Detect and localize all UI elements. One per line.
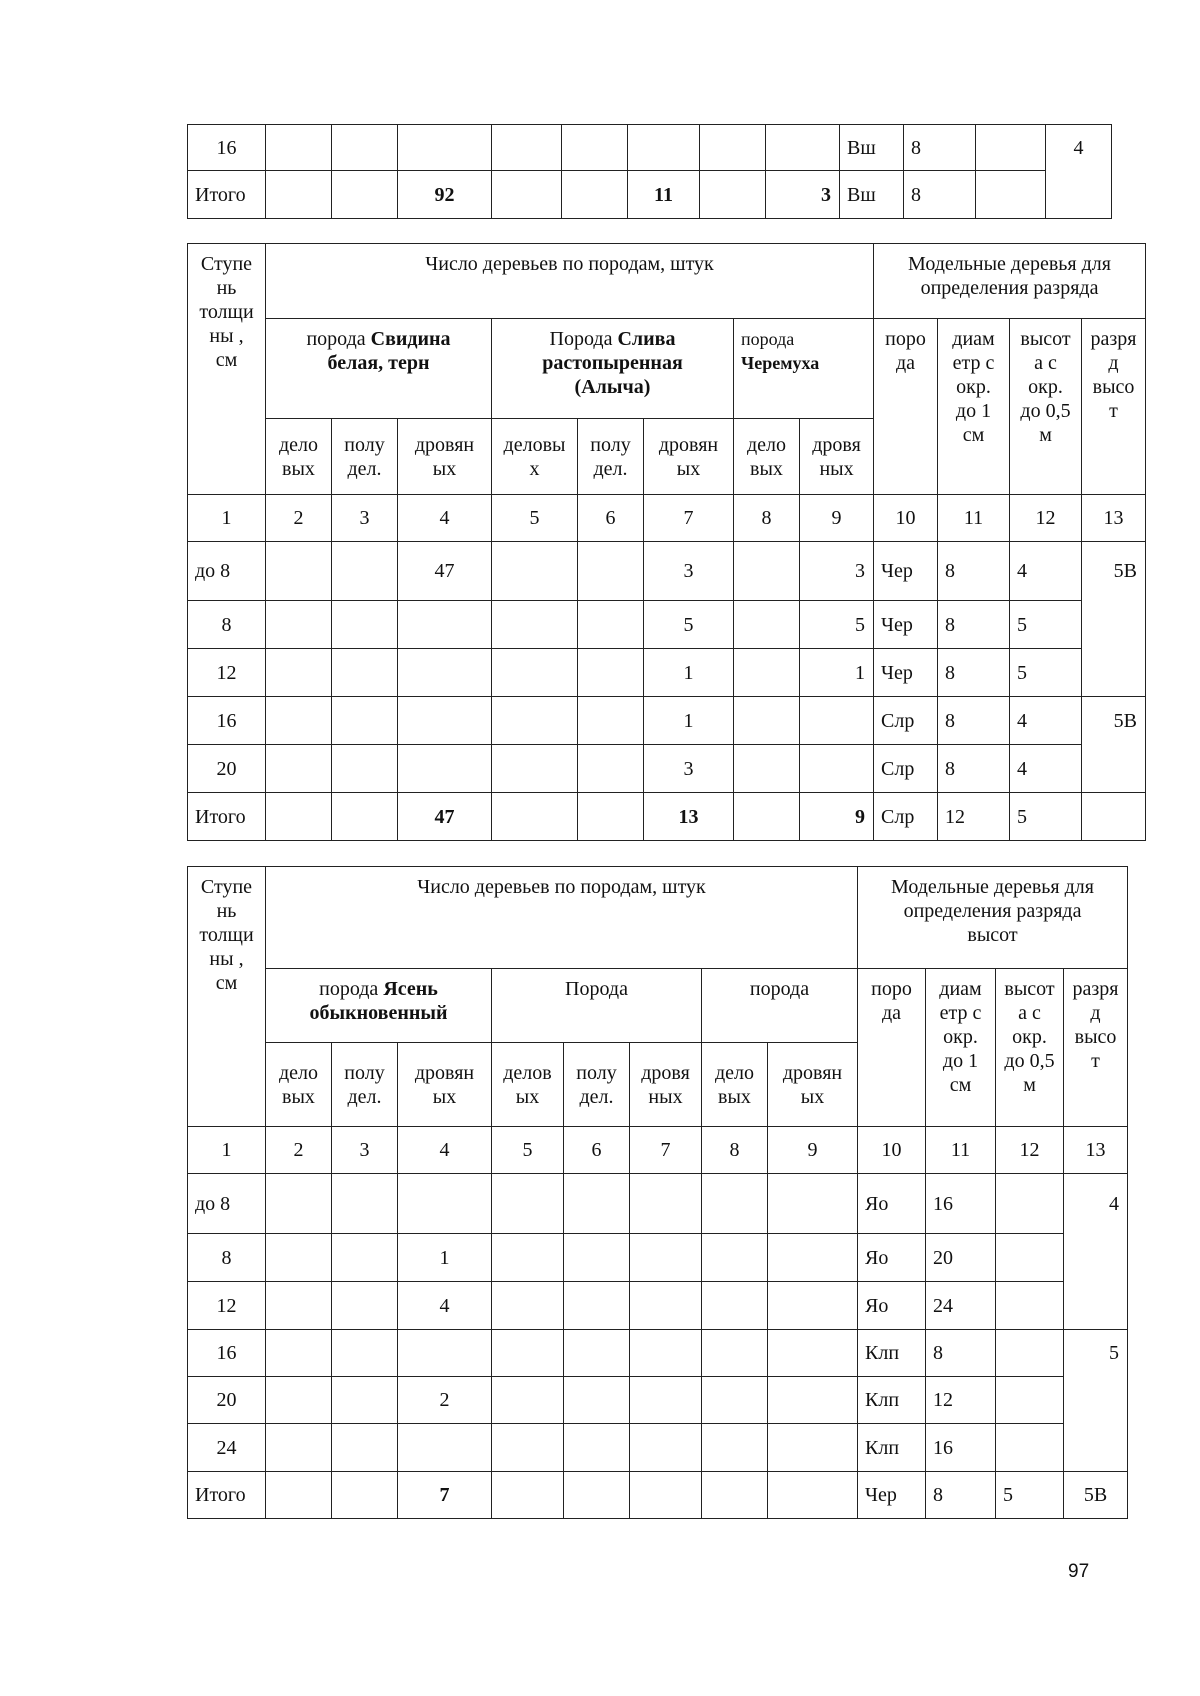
- species-cell: Клп: [858, 1377, 926, 1424]
- data-cell: [332, 125, 398, 171]
- data-cell: [492, 1174, 564, 1234]
- column-number: 9: [800, 495, 874, 542]
- data-cell: [266, 1330, 332, 1377]
- diameter-cell: 8: [938, 745, 1010, 793]
- data-cell: [398, 1330, 492, 1377]
- sub-header: полу дел.: [332, 1043, 398, 1127]
- model-trees-header: Модельные деревья для определения разряда: [874, 244, 1146, 319]
- diameter-cell: 8: [938, 649, 1010, 697]
- data-cell: [332, 697, 398, 745]
- data-cell: [702, 1424, 768, 1472]
- column-number: 5: [492, 1127, 564, 1174]
- species-name: Слива растопыренная (Алыча): [542, 328, 683, 398]
- column-number: 10: [858, 1127, 926, 1174]
- data-cell: [564, 1472, 630, 1519]
- data-cell: [492, 649, 578, 697]
- class-cell: [1082, 745, 1146, 793]
- model-height-header: высот а с окр. до 0,5 м: [996, 969, 1064, 1127]
- height-cell: [996, 1174, 1064, 1234]
- data-cell: 9: [800, 793, 874, 841]
- height-cell: 5: [1010, 649, 1082, 697]
- species-name: Черемуха: [741, 353, 820, 373]
- model-height-header: высот а с окр. до 0,5 м: [1010, 319, 1082, 495]
- column-number: 9: [768, 1127, 858, 1174]
- sub-header: деловы х: [492, 419, 578, 495]
- data-cell: [768, 1282, 858, 1330]
- height-cell: 5: [1010, 793, 1082, 841]
- diameter-cell: 8: [938, 697, 1010, 745]
- sub-header: дело вых: [266, 1043, 332, 1127]
- height-cell: [976, 125, 1046, 171]
- sub-header: дело вых: [266, 419, 332, 495]
- data-cell: [492, 601, 578, 649]
- column-number: 1: [188, 495, 266, 542]
- data-cell: [266, 1424, 332, 1472]
- data-cell: 47: [398, 793, 492, 841]
- class-cell: [1082, 649, 1146, 697]
- class-cell: [1064, 1377, 1128, 1424]
- height-cell: [996, 1282, 1064, 1330]
- table-row: [188, 793, 1146, 841]
- data-cell: [492, 793, 578, 841]
- data-cell: 5: [644, 601, 734, 649]
- data-cell: [332, 1174, 398, 1234]
- column-number-row: [188, 495, 1146, 542]
- species-cell: Слр: [874, 697, 938, 745]
- data-cell: [578, 697, 644, 745]
- column-number: 11: [938, 495, 1010, 542]
- class-cell: [1046, 171, 1112, 219]
- column-number: 12: [1010, 495, 1082, 542]
- data-cell: [564, 1377, 630, 1424]
- data-cell: [768, 1377, 858, 1424]
- diameter-cell: 16: [926, 1424, 996, 1472]
- sub-header: дровя ных: [630, 1043, 702, 1127]
- data-cell: [630, 1174, 702, 1234]
- species-header-ash: [266, 969, 492, 1043]
- column-number: 3: [332, 495, 398, 542]
- data-cell: [734, 542, 800, 601]
- column-number: 2: [266, 1127, 332, 1174]
- continuation-table: [187, 124, 1112, 219]
- data-cell: [492, 542, 578, 601]
- data-cell: [266, 1282, 332, 1330]
- data-cell: [332, 1377, 398, 1424]
- species-header-cherry: [734, 319, 874, 419]
- data-cell: 3: [800, 542, 874, 601]
- column-number: 13: [1064, 1127, 1128, 1174]
- data-cell: 5: [800, 601, 874, 649]
- model-species-header: поро да: [858, 969, 926, 1127]
- data-cell: [332, 649, 398, 697]
- diameter-cell: 8: [904, 125, 976, 171]
- step-cell: 16: [188, 1330, 266, 1377]
- species-cell: Слр: [874, 745, 938, 793]
- table-row: [188, 649, 1146, 697]
- table-row: [188, 125, 1112, 171]
- data-cell: [492, 697, 578, 745]
- data-cell: [702, 1330, 768, 1377]
- column-number: 7: [644, 495, 734, 542]
- column-number: 3: [332, 1127, 398, 1174]
- diameter-cell: 20: [926, 1234, 996, 1282]
- table-row: [188, 542, 1146, 601]
- step-cell: до 8: [188, 1174, 266, 1234]
- data-cell: [266, 1377, 332, 1424]
- data-cell: [266, 171, 332, 219]
- data-cell: [768, 1174, 858, 1234]
- data-cell: [332, 1472, 398, 1519]
- table-row: [188, 1174, 1128, 1234]
- tree-count-table-cornel-plum-cherry: [187, 243, 1146, 841]
- data-cell: [702, 1282, 768, 1330]
- column-number: 4: [398, 1127, 492, 1174]
- data-cell: [630, 1234, 702, 1282]
- data-cell: 92: [398, 171, 492, 219]
- sub-header: дровян ых: [398, 419, 492, 495]
- data-cell: [492, 125, 562, 171]
- data-cell: [564, 1330, 630, 1377]
- step-cell: 16: [188, 697, 266, 745]
- diameter-cell: 8: [938, 601, 1010, 649]
- data-cell: 4: [398, 1282, 492, 1330]
- data-cell: [332, 1424, 398, 1472]
- diameter-cell: 8: [926, 1330, 996, 1377]
- data-cell: [702, 1174, 768, 1234]
- data-cell: [332, 745, 398, 793]
- height-cell: [996, 1424, 1064, 1472]
- column-number-row: [188, 1127, 1128, 1174]
- data-cell: [700, 125, 766, 171]
- model-species-header: поро да: [874, 319, 938, 495]
- species-cell: Чер: [874, 601, 938, 649]
- step-cell: 8: [188, 601, 266, 649]
- species-header-blank: порода: [702, 969, 858, 1043]
- species-cell: Яо: [858, 1282, 926, 1330]
- data-cell: [734, 601, 800, 649]
- table-row: [188, 601, 1146, 649]
- diameter-cell: 24: [926, 1282, 996, 1330]
- data-cell: [628, 125, 700, 171]
- data-cell: [266, 649, 332, 697]
- data-cell: 13: [644, 793, 734, 841]
- height-cell: [996, 1330, 1064, 1377]
- data-cell: [332, 171, 398, 219]
- height-cell: 4: [1010, 745, 1082, 793]
- step-cell: 24: [188, 1424, 266, 1472]
- data-cell: [266, 745, 332, 793]
- data-cell: [332, 793, 398, 841]
- thickness-step-header: Ступе нь толщи ны , см: [188, 244, 266, 495]
- step-cell: Итого: [188, 793, 266, 841]
- class-cell: 5В: [1064, 1472, 1128, 1519]
- diameter-cell: 8: [926, 1472, 996, 1519]
- species-prefix: порода: [306, 328, 371, 350]
- data-cell: [768, 1330, 858, 1377]
- class-cell: [1064, 1282, 1128, 1330]
- column-number: 7: [630, 1127, 702, 1174]
- class-cell: 5В: [1082, 542, 1146, 601]
- species-cell: Вш: [840, 125, 904, 171]
- data-cell: [578, 793, 644, 841]
- data-cell: [266, 697, 332, 745]
- step-cell: 12: [188, 649, 266, 697]
- step-cell: до 8: [188, 542, 266, 601]
- data-cell: [332, 542, 398, 601]
- data-cell: [492, 1330, 564, 1377]
- tree-count-table-ash: [187, 866, 1128, 1519]
- data-cell: [768, 1472, 858, 1519]
- step-cell: Итого: [188, 171, 266, 219]
- data-cell: [630, 1377, 702, 1424]
- data-cell: [702, 1234, 768, 1282]
- data-cell: [564, 1282, 630, 1330]
- height-cell: 5: [1010, 601, 1082, 649]
- table-row: [188, 1330, 1128, 1377]
- species-prefix: порода: [319, 978, 384, 1000]
- species-cell: Клп: [858, 1424, 926, 1472]
- model-diameter-header: диам етр с окр. до 1 см: [926, 969, 996, 1127]
- species-header-plum: [492, 319, 734, 419]
- data-cell: [734, 793, 800, 841]
- model-class-header: разря д высо т: [1082, 319, 1146, 495]
- data-cell: [332, 601, 398, 649]
- height-cell: 5: [996, 1472, 1064, 1519]
- data-cell: [578, 601, 644, 649]
- species-cell: Клп: [858, 1330, 926, 1377]
- height-cell: [976, 171, 1046, 219]
- data-cell: [492, 1424, 564, 1472]
- sub-header: дровян ых: [398, 1043, 492, 1127]
- data-cell: 3: [644, 542, 734, 601]
- data-cell: [562, 171, 628, 219]
- species-cell: Вш: [840, 171, 904, 219]
- class-cell: 4: [1064, 1174, 1128, 1234]
- data-cell: [564, 1234, 630, 1282]
- data-cell: [398, 697, 492, 745]
- species-cell: Яо: [858, 1174, 926, 1234]
- data-cell: [700, 171, 766, 219]
- data-cell: [734, 745, 800, 793]
- data-cell: [398, 1424, 492, 1472]
- table-row: [188, 1377, 1128, 1424]
- data-cell: [398, 125, 492, 171]
- data-cell: 47: [398, 542, 492, 601]
- data-cell: [332, 1330, 398, 1377]
- page-number: 97: [1068, 1561, 1090, 1582]
- species-prefix: порода: [741, 329, 795, 349]
- table-row: [188, 171, 1112, 219]
- species-header-blank: Порода: [492, 969, 702, 1043]
- data-cell: [266, 1234, 332, 1282]
- sub-header: полу дел.: [564, 1043, 630, 1127]
- data-cell: 1: [398, 1234, 492, 1282]
- sub-header: дровян ых: [644, 419, 734, 495]
- species-cell: Чер: [874, 542, 938, 601]
- table-row: [188, 745, 1146, 793]
- tree-count-header: Число деревьев по породам, штук: [266, 244, 874, 319]
- data-cell: [398, 745, 492, 793]
- diameter-cell: 16: [926, 1174, 996, 1234]
- step-cell: 20: [188, 745, 266, 793]
- data-cell: [578, 542, 644, 601]
- diameter-cell: 8: [904, 171, 976, 219]
- step-cell: 8: [188, 1234, 266, 1282]
- data-cell: 1: [644, 649, 734, 697]
- step-cell: Итого: [188, 1472, 266, 1519]
- column-number: 6: [564, 1127, 630, 1174]
- data-cell: [630, 1424, 702, 1472]
- data-cell: [800, 697, 874, 745]
- data-cell: [564, 1174, 630, 1234]
- data-cell: [630, 1472, 702, 1519]
- height-cell: [996, 1377, 1064, 1424]
- data-cell: [630, 1330, 702, 1377]
- data-cell: [492, 1377, 564, 1424]
- species-header-cornel: [266, 319, 492, 419]
- column-number: 2: [266, 495, 332, 542]
- sub-header: делов ых: [492, 1043, 564, 1127]
- data-cell: [266, 793, 332, 841]
- table-row: [188, 1234, 1128, 1282]
- column-number: 11: [926, 1127, 996, 1174]
- class-cell: [1064, 1424, 1128, 1472]
- height-cell: [996, 1234, 1064, 1282]
- diameter-cell: 8: [938, 542, 1010, 601]
- model-diameter-header: диам етр с окр. до 1 см: [938, 319, 1010, 495]
- data-cell: [332, 1234, 398, 1282]
- data-cell: [266, 125, 332, 171]
- tree-count-header: Число деревьев по породам, штук: [266, 867, 858, 969]
- column-number: 13: [1082, 495, 1146, 542]
- model-class-header: разря д высо т: [1064, 969, 1128, 1127]
- class-cell: [1082, 601, 1146, 649]
- column-number: 8: [702, 1127, 768, 1174]
- data-cell: [266, 601, 332, 649]
- data-cell: [332, 1282, 398, 1330]
- diameter-cell: 12: [926, 1377, 996, 1424]
- data-cell: [578, 745, 644, 793]
- class-cell: 5: [1064, 1330, 1128, 1377]
- table-row: [188, 697, 1146, 745]
- data-cell: [734, 697, 800, 745]
- sub-header: дело вых: [734, 419, 800, 495]
- table-row: [188, 1282, 1128, 1330]
- data-cell: [492, 171, 562, 219]
- data-cell: [266, 1174, 332, 1234]
- species-prefix: Порода: [549, 328, 618, 350]
- table-row: [188, 1424, 1128, 1472]
- sub-header: дело вых: [702, 1043, 768, 1127]
- data-cell: [492, 1282, 564, 1330]
- data-cell: [578, 649, 644, 697]
- data-cell: 2: [398, 1377, 492, 1424]
- step-cell: 12: [188, 1282, 266, 1330]
- diameter-cell: 12: [938, 793, 1010, 841]
- data-cell: [564, 1424, 630, 1472]
- data-cell: [702, 1472, 768, 1519]
- data-cell: [630, 1282, 702, 1330]
- model-trees-header: Модельные деревья для определения разряда высот: [858, 867, 1128, 969]
- species-cell: Слр: [874, 793, 938, 841]
- class-cell: [1064, 1234, 1128, 1282]
- step-cell: 20: [188, 1377, 266, 1424]
- data-cell: [800, 745, 874, 793]
- data-cell: [398, 601, 492, 649]
- data-cell: [562, 125, 628, 171]
- data-cell: [766, 125, 840, 171]
- column-number: 10: [874, 495, 938, 542]
- species-cell: Яо: [858, 1234, 926, 1282]
- data-cell: [398, 649, 492, 697]
- data-cell: [734, 649, 800, 697]
- data-cell: [492, 1234, 564, 1282]
- data-cell: [492, 1472, 564, 1519]
- species-name: Ясень обыкновенный: [309, 978, 448, 1024]
- data-cell: 1: [644, 697, 734, 745]
- sub-header: дровян ых: [768, 1043, 858, 1127]
- data-cell: [768, 1234, 858, 1282]
- column-number: 5: [492, 495, 578, 542]
- height-cell: 4: [1010, 542, 1082, 601]
- column-number: 6: [578, 495, 644, 542]
- data-cell: 3: [766, 171, 840, 219]
- data-cell: [492, 745, 578, 793]
- column-number: 8: [734, 495, 800, 542]
- data-cell: [398, 1174, 492, 1234]
- column-number: 12: [996, 1127, 1064, 1174]
- class-cell: 4: [1046, 125, 1112, 171]
- table-row: [188, 1472, 1128, 1519]
- data-cell: [768, 1424, 858, 1472]
- column-number: 1: [188, 1127, 266, 1174]
- species-cell: Чер: [874, 649, 938, 697]
- data-cell: 1: [800, 649, 874, 697]
- class-cell: 5В: [1082, 697, 1146, 745]
- data-cell: 11: [628, 171, 700, 219]
- column-number: 4: [398, 495, 492, 542]
- species-name: Свидина белая, терн: [327, 328, 451, 374]
- height-cell: 4: [1010, 697, 1082, 745]
- sub-header: полу дел.: [578, 419, 644, 495]
- species-cell: Чер: [858, 1472, 926, 1519]
- data-cell: [702, 1377, 768, 1424]
- data-cell: [266, 1472, 332, 1519]
- sub-header: дровя ных: [800, 419, 874, 495]
- data-cell: 7: [398, 1472, 492, 1519]
- sub-header: полу дел.: [332, 419, 398, 495]
- data-cell: 3: [644, 745, 734, 793]
- class-cell: [1082, 793, 1146, 841]
- data-cell: [266, 542, 332, 601]
- thickness-step-header: Ступе нь толщи ны , см: [188, 867, 266, 1127]
- step-cell: 16: [188, 125, 266, 171]
